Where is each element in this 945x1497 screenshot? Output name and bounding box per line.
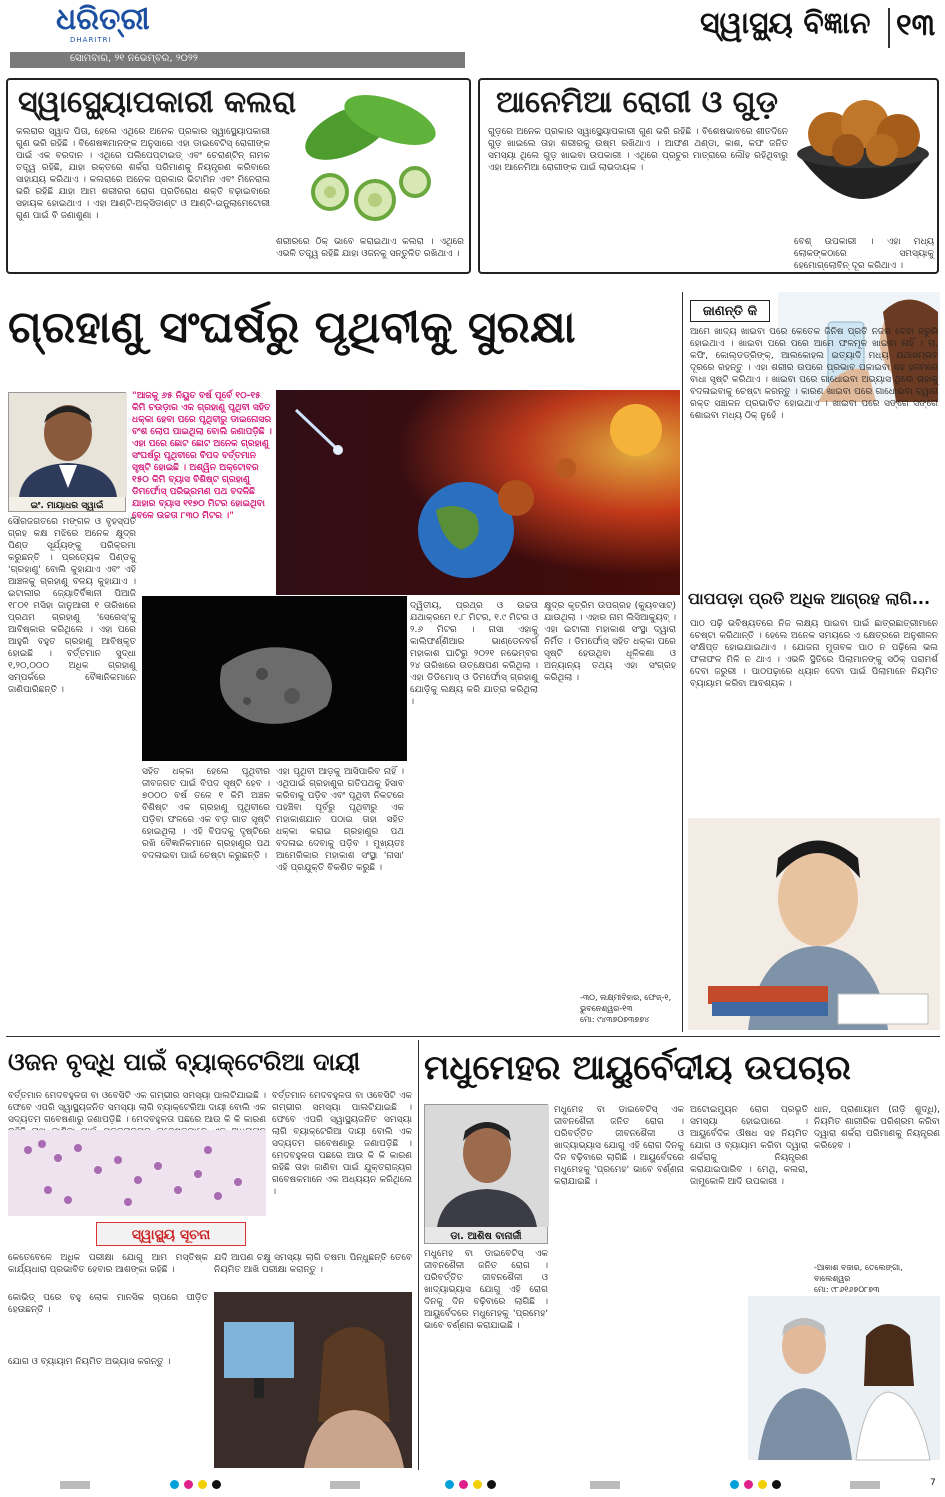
karela-body-right: ଶରୀରରେ ଠିକ୍ ଭାବେ କରାଇଥାଏ କଲରା । ଏଥିରେ ଏଭଳି ତତ୍ତ୍ୱ ରହିଛି ଯାହା ଓଜନକୁ ସନ୍ତୁଳିତ ରଖିଥାଏ । (276, 237, 464, 259)
ayurveda-col-2: ଅଟୋଇମ୍ୟୁନ ରୋଗ ପ୍ରଭୃତି ସମସ୍ୟା ହୋଇପାରେ । ଆୟୁର୍ବେଦିକ ଔଷଧ ସହ ନିୟମିତ ଯୋଗ ଓ ବ୍ୟାୟାମ କରିବା ଦ୍ୱାରା ଶର୍କରାକୁ ନିୟନ୍ତ୍ରଣ କରାଯାଇପାରିବ । ମେଥି, କଲରା, ଜାମୁକୋଳି ଆଦି ଉପକାରୀ । (690, 1105, 808, 1187)
anemia-body-right: ବେଶ୍ ଉପକାରୀ । ଏହା ମଧ୍ୟ ଲୋକଙ୍କଠାରେ ସମସ୍ୟାକୁ ହେମୋଗ୍ଲୋବିନ୍ ଦୂର କରିଥାଏ । (794, 237, 934, 271)
jananti-ki-body: ଆମେ ଖାଦ୍ୟ ଖାଇବା ପରେ କେତେକ ଜିନିଷ ପ୍ରତି ନଜର ଦେବା ଜରୁରି ହୋଇଥାଏ । ଖାଇବା ପରେ ପରେ ଆମେ ଫଳମୂଳ ଖାଇବା ନାହିଁ । ଚା, କଫି, କୋଲ୍ଡଡ୍ରିଙ୍କ୍, ଆଲକୋହଲ ଇତ୍ୟାଦି ମଧ୍ୟ ଯଥାସମ୍ଭବ ଦୂରରେ ରହନ୍ତୁ । ଏହା ଶରୀର ଉପରେ ପ୍ରଭାବ ପକାଇବା ସହ ହଜମରେ ବାଧା ସୃଷ୍ଟି କରିଥାଏ । ଖାଇବା ପରେ ଗାଧୋଇବା ଅଭ୍ୟାସ ଥିଲେ ତାହାକୁ ବଦଳାଇବାକୁ ଚେଷ୍ଟା କରନ୍ତୁ । କାରଣ ଖାଇବା ପରେ ଗାଧୋଇବା ଦ୍ୱାରା ରକ୍ତ ସଞ୍ଚାଳନ ପ୍ରଭାବିତ ହୋଇଥାଏ । ଖାଇବା ପରେ ସଙ୍ଗେ ସଙ୍ଗେ ଶୋଇବା ମଧ୍ୟ ଠିକ୍ ନୁହେଁ । (690, 327, 938, 421)
logo-text: ଧରିତ୍ରୀ (56, 2, 150, 37)
section-separator (6, 1036, 940, 1037)
bitter-gourd-image (270, 82, 460, 230)
asteroid-title: ଗ୍ରହାଣୁ ସଂଘର୍ଷରୁ ପୃଥିବୀକୁ ସୁରକ୍ଷା (8, 302, 576, 353)
asteroid-col-5: କ୍ଷୁଦ୍ର କୃତ୍ରିମ ଉପଗ୍ରହ (କ୍ୟୁବସାଟ୍) ଯାଉଥିଲା । ଏହାର ନାମ ଲିସିଆକ୍ୟୁବ୍ । ଏହା ଇଟାଲୀ ମହାକାଶ ସଂସ୍ଥା ଦ୍ୱାରା ନିର୍ମିତ । ଡିମର୍ଫୋସ୍ ସହିତ ଧକ୍କା ପରେ ସୃଷ୍ଟି ହେଉଥିବା ଧୂଳିକଣା ଓ ଅନ୍ୟାନ୍ୟ ତଥ୍ୟ ଏହା ସଂଗ୍ରହ କରିଥିଲା । (544, 601, 676, 683)
obesity-title: ଓଜନ ବୃଦ୍ଧି ପାଇଁ ବ୍ୟାକ୍ଟେରିଆ ଦାୟୀ (8, 1048, 361, 1076)
pull-quote: "ଆଜକୁ ୬୫ ନିୟୁତ ବର୍ଷ ପୂର୍ବେ ୧୦-୧୫ କିମି ଚଉଡ଼ାର ଏକ ଗ୍ରହାଣୁ ପୃଥିବୀ ସହିତ ଧକ୍କା ହେବା ପରେ ପୃଥିବୀରୁ ଡାଇନୋସର ବଂଶ ଲୋପ ପାଇଥିଲା ବୋଲି ଜଣାପଡ଼ିଛି । ଏହା ପରେ ଛୋଟ ଛୋଟ ଅନେକ ଗ୍ରହାଣୁ ସଂଘର୍ଷରୁ ପୃଥିବୀରେ ବିପଦ ବର୍ତ୍ତମାନ ସୃଷ୍ଟି ହୋଇଛି । ଅଶ୍ୱିନ ଅକ୍ଟୋବର ୧୫୦ କିମି ବ୍ୟାସ ବିଶିଷ୍ଟ ଗ୍ରହାଣୁ ଡିମର୍ଫୋସ୍ ପରିଭ୍ରମଣ ପଥ ବଦଳିଛି ଯାହାର ବ୍ୟାସ ୧୧୭୦ ମିଟର ହୋଇଥିବା ବେଳେ ଉଚ୍ଚତା ୮୩୦ ମିଟର ।" (132, 391, 272, 521)
woman-computer-image (214, 1292, 412, 1468)
page-number: ୧୩ (896, 8, 936, 43)
asteroid-col-3: ଏହା ପୃଥିବୀ ଆଡ଼କୁ ଆସିପାରିବ ନାହିଁ । ଏଥିପାଇଁ ଗ୍ରହାଣୁର ଗତିପଥକୁ ହିସାବ କରିବାକୁ ପଡ଼ିବ ଏବଂ ପୃଥିବୀ ନିକଟରେ ପହଞ୍ଚିବା ପୂର୍ବରୁ ପୃଥିବୀରୁ ଏକ ମହାକାଶଯାନ ପଠାଇ ତାହା ସହିତ ଧକ୍କା କରାଇ ଗ୍ରହାଣୁର ପଥ ବଦଳାଇ ଦେବାକୁ ପଡ଼ିବ । ମୁଖ୍ୟତଃ ଆମେରିକାର ମହାକାଶ ସଂସ୍ଥା 'ନାସା' ଏହି ପ୍ରଯୁକ୍ତି ବିକଶିତ କରୁଛି । (276, 767, 404, 873)
column-divider (682, 292, 683, 1032)
karela-body: କଲରାର ସ୍ୱାଦ ପିତା, ହେଲେ ଏଥିରେ ଅନେକ ପ୍ରକାର ସ୍ୱାସ୍ଥ୍ୟୋପକାରୀ ଗୁଣ ଭରି ରହିଛି । ବିଶେଷଜ୍ଞମାନଙ୍କ ଅନୁସାରେ ଏହା ଡାଇବେଟିସ୍ ରୋଗୀଙ୍କ ପାଇଁ ଏକ ବରଦାନ । ଏଥିରେ ପଲିପେପ୍ଟାଇଡ୍ ଏବଂ ଚେରାଣ୍ଟିନ୍ ନାମକ ତତ୍ତ୍ୱ ରହିଛି, ଯାହା ରକ୍ତରେ ଶର୍କରା ପରିମାଣକୁ ନିୟନ୍ତ୍ରଣ କରିବାରେ ସାହାଯ୍ୟ କରିଥାଏ । କଲରାରେ ଅନେକ ପ୍ରକାର ଭିଟାମିନ ଏବଂ ମିନେରାଲ ଭରି ରହିଛି ଯାହା ଆମ ଶରୀରର ରୋଗ ପ୍ରତିରୋଧ ଶକ୍ତି ବଢ଼ାଇବାରେ ସହାୟକ ହୋଇଥାଏ । ଏହା ଆଣ୍ଟି-ଅକ୍ସିଡାଣ୍ଟ ଓ ଆଣ୍ଟି-ଇନ୍ଫ୍ଲାମେଟୋରୀ ଗୁଣ ପାଇଁ ବି ଜଣାଶୁଣା । (16, 127, 270, 221)
doctor-patient-image (748, 1296, 940, 1460)
jaggery-bowl-image (790, 84, 936, 234)
date-line: ସୋମବାର, ୨୧ ନଭେମ୍ବର, ୨୦୨୨ (70, 53, 198, 64)
anemia-body: ଗୁଡ଼ରେ ଅନେକ ପ୍ରକାର ସ୍ୱାସ୍ଥ୍ୟୋପକାରୀ ଗୁଣ ଭରି ରହିଛି । ବିଶେଷଭାବରେ ଶୀତଦିନେ ଗୁଡ଼ ଖାଇଲେ ତାହା ଶରୀରକୁ ଉଷ୍ମ ରଖିଥାଏ । ଆଫଣ ଥଣ୍ଡା, କାଶ, କଫ ଜନିତ ସମସ୍ୟା ଥିଲେ ଗୁଡ଼ ଖାଇବା ଉପକାରୀ । ଏଥିରେ ପ୍ରଚୁର ମାତ୍ରାରେ ଲୌହ ରହିଥିବାରୁ ଏହା ଆନେମିଆ ରୋଗୀଙ୍କ ପାଇଁ ଲାଭଦାୟକ । (488, 127, 788, 173)
obesity-body-2: ବର୍ତ୍ତମାନ ମେଦବହୁଳତା ବା ଓବେସିଟି ଏକ ଗମ୍ଭୀର ସମସ୍ୟା ପାଲଟିଯାଇଛି । ଫେବେ ଏପରି ସ୍ୱାସ୍ଥ୍ୟଜନିତ ସମସ୍ୟା ଲାଗି ବ୍ୟାକ୍ଟେରିଆ ଦାୟୀ ବୋଲି ଏକ ସଦ୍ୟତମ ଗବେଷଣାରୁ ଜଣାପଡ଼ିଛି । ମେଦବହୁଳତା ପଛରେ ଆଉ କି କି କାରଣ ରହିଛି ତାହା ଜାଣିବା ପାଇଁ ଯୁକ୍ତରାଜ୍ୟର ଗବେଷକମାନେ ଏକ ଅଧ୍ୟୟନ କରିଥିଲେ । (272, 1091, 412, 1197)
logo-subtitle: DHARITRI (70, 36, 112, 44)
anemia-box (478, 78, 939, 274)
doctor-name: ଡା. ଆଶିଷ ବାନାର୍ଜୀ (450, 1231, 522, 1242)
author-name: ଇଂ. ମାୟାଧର ସ୍ୱାଇଁ (30, 501, 104, 511)
obesity-body-1: ବର୍ତ୍ତମାନ ମେଦବହୁଳତା ବା ଓବେସିଟି ଏକ ଗମ୍ଭୀର ସମସ୍ୟା ପାଲଟିଯାଇଛି । ଫେବେ ଏପରି ସ୍ୱାସ୍ଥ୍ୟଜନିତ ସମସ୍ୟା ଲାଗି ବ୍ୟାକ୍ଟେରିଆ ଦାୟୀ ବୋଲି ଏକ ସଦ୍ୟତମ ଗବେଷଣାରୁ ଜଣାପଡ଼ିଛି । ମେଦବହୁଳତା ପଛରେ ଆଉ କି କି କାରଣ (8, 1091, 266, 1125)
stressed-student-image (688, 818, 940, 1030)
asteroid-signature: -୩୦, ଲକ୍ଷ୍ମୀବିହାର, ଫେଜ୍-୧, ଭୁବନେଶ୍ୱର-୧୩ ମୋ: ୯୪୩୭୦୭୩୭୭୪ (580, 993, 672, 1024)
asteroid-col-1: ସୌରଜଗତରେ ମଙ୍ଗଳ ଓ ବୃହସ୍ପତି ଗ୍ରହ କକ୍ଷ ମଝିରେ ଅନେକ କ୍ଷୁଦ୍ର ପିଣ୍ଡ ସୂର୍ଯ୍ୟଙ୍କୁ ପରିକ୍ରମା କରୁଛନ୍ତି । ପ୍ରତ୍ୟେକ ପିଣ୍ଡକୁ 'ଗ୍ରହାଣୁ' ବୋଲି କୁହାଯାଏ ଏବଂ ଏହି ଆଞ୍ଚଳକୁ ଗ୍ରହାଣୁ ବଳୟ କୁହାଯାଏ । ଇଟାଲୀର ଜ୍ୟୋତିର୍ବିଜ୍ଞାନୀ ପିଆଜି ୧୮୦୧ ମସିହା ଜାନୁଆରୀ ୧ ତାରିଖରେ ପ୍ରଥମ ଗ୍ରହାଣୁ 'ସେରେସ୍'କୁ ଆବିଷ୍କାର କରିଥିଲେ । ଏହା ପରେ ଆହୁରି ବହୁତ ଗ୍ରହାଣୁ ଆବିଷ୍କୃତ ହୋଇଛି । ବର୍ତ୍ତମାନ ସୁଦ୍ଧା ୧,୨୦,୦୦୦ ଅଧିକ ଗ୍ରହାଣୁ ସମ୍ପର୍କରେ ବୈଜ୍ଞାନିକମାନେ ଜାଣିପାରିଛନ୍ତି । (8, 517, 136, 695)
logo (56, 4, 166, 46)
asteroid-rock-image (142, 596, 407, 761)
karela-title: ସ୍ୱାସ୍ଥ୍ୟୋପକାରୀ କଲରା (18, 85, 297, 120)
swasthya-suchana-label: ସ୍ୱାସ୍ଥ୍ୟ ସୂଚନା (96, 1222, 246, 1246)
ayurveda-col-1b: ମଧୁମେହ ବା ଡାଇବେଟିସ୍ ଏକ ଜୀବନଶୈଳୀ ଜନିତ ରୋଗ । ପରିବର୍ତ୍ତିତ ଜୀବନଶୈଳୀ ଓ ଖାଦ୍ୟାଭ୍ୟାସ ଯୋଗୁ ଏହି ରୋଗ ଦିନକୁ ଦିନ ବଢ଼ିବାରେ ଲାଗିଛି । ଆୟୁର୍ବେଦରେ ମଧୁମେହକୁ 'ପ୍ରମେହ' ଭାବେ ବର୍ଣ୍ଣନା କରାଯାଇଛି । (554, 1105, 684, 1187)
paapadi-title: ପାପପଡ଼ା ପ୍ରତି ଅଧିକ ଆଗ୍ରହ ଲାଗି... (688, 589, 931, 608)
suchana-item-2: ଯଦି ଆପଣ ଚକ୍ଷୁ ସମସ୍ୟା ଲାଗି ଚଷମା ପିନ୍ଧୁଛନ୍ତି ତେବେ ନିୟମିତ ଆଖି ପରୀକ୍ଷା କରାନ୍ତୁ । (214, 1253, 412, 1275)
jananti-ki-label: ଜାଣନ୍ତି କି (690, 300, 770, 322)
anemia-title: ଆନେମିଆ ରୋଗୀ ଓ ଗୁଡ଼ (496, 85, 778, 120)
masthead (0, 0, 945, 64)
suchana-item-4: ଯୋଗ ଓ ବ୍ୟାୟାମ ନିୟମିତ ଅଭ୍ୟାସ କରନ୍ତୁ । (8, 1357, 171, 1367)
ayurveda-col-3: ଧାନ, ପ୍ରାଣାୟାମ (ନାଡ଼ି ଶୁଦ୍ଧି), ନିୟମିତ ଶାରୀରିକ ପରିଶ୍ରମ କରିବା ଦ୍ୱାରା ଶର୍କରା ପରିମାଣକୁ ନିୟନ୍ତ୍ରଣ କରିହେବ । (814, 1105, 940, 1151)
page-mark: 7 (930, 1478, 936, 1488)
asteroid-col-2: ସହିତ ଧକ୍କା ହେଲେ ପୃଥିବୀର ଜୀବଜଗତ ପାଇଁ ବିପଦ ସୃଷ୍ଟି ହେବ । ୭୦୦୦ ବର୍ଷ ତଳେ ୧ କିମି ଅଞ୍ଚଳ ବିଶିଷ୍ଟ ଏକ ଗ୍ରହାଣୁ ପୃଥିବୀରେ ପଡ଼ିବା ଫଳରେ ଏକ ବଡ଼ ଗାତ ସୃଷ୍ଟି ହୋଇଥିଲା । ଏହି ବିପଦକୁ ଦୃଷ୍ଟିରେ ରଖି ବୈଜ୍ଞାନିକମାନେ ଗ୍ରହାଣୁର ପଥ ବଦଳାଇବା ପାଇଁ ଚେଷ୍ଟା କରୁଛନ୍ତି । (142, 767, 270, 861)
asteroid-col-4: ଦ୍ୱିତୀୟ, ପ୍ରଥ୍ର ଓ ଉଚ୍ଚତା ଯଥାକ୍ରମେ ୧.୮ ମିଟର, ୧.୯ ମିଟର ଓ ୨.୬ ମିଟର । ନାସା ଏହାକୁ କାଲିଫର୍ଣ୍ଣିଆର ଭାଣ୍ଡେନବର୍ଗ ମହାକାଶ ଘାଟିରୁ ୨୦୨୧ ନଭେମ୍ବର ୨୪ ତାରିଖରେ ଉତ୍କ୍ଷେପଣ କରିଥିଲା । ଏହା ଡିଡିମୋସ୍ ଓ ଡିମର୍ଫୋସ୍ ଗ୍ରହାଣୁ ଯୋଡ଼ିକୁ ଲକ୍ଷ୍ୟ କରି ଯାତ୍ରା କରିଥିଲା । (410, 601, 538, 707)
doctor-photo (424, 1104, 548, 1244)
ayurveda-col-1: ମଧୁମେହ ବା ଡାଇବେଟିସ୍ ଏକ ଜୀବନଶୈଳୀ ଜନିତ ରୋଗ । ପରିବର୍ତ୍ତିତ ଜୀବନଶୈଳୀ ଓ ଖାଦ୍ୟାଭ୍ୟାସ ଯୋଗୁ ଏହି ରୋଗ ଦିନକୁ ଦିନ ବଢ଼ିବାରେ ଲାଗିଛି । ଆୟୁର୍ବେଦରେ ମଧୁମେହକୁ 'ପ୍ରମେହ' ଭାବେ ବର୍ଣ୍ଣନା କରାଯାଇଛି । (424, 1249, 548, 1331)
suchana-item-1: କେତେବେଳେ ଅଧିକ ପରୀକ୍ଷା ଯୋଗୁ ଆମ ମସ୍ତିଷ୍କ କାର୍ଯ୍ୟଧାରା ପ୍ରଭାବିତ ହେବାର ଆଶଙ୍କା ରହିଛି । (8, 1253, 208, 1275)
section-title: ସ୍ୱାସ୍ଥ୍ୟ ବିଜ୍ଞାନ (700, 6, 871, 41)
ayurveda-signature: -ଆକାଶ ବଜାର, ତେଲେଙ୍ଗା, ବାଲେଶ୍ୱର ମୋ: ୯୮୬୧୬୭୦୮୭୩ (814, 1263, 903, 1294)
bacteria-image (8, 1130, 266, 1216)
karela-box (6, 78, 471, 274)
author-photo (8, 392, 126, 512)
suchana-item-3: କୋଭିଡ୍ ପରେ ବହୁ ଲୋକ ମାନସିକ ଚାପରେ ପୀଡ଼ିତ ହେଉଛନ୍ତି । (8, 1293, 208, 1315)
asteroid-earth-image (276, 390, 680, 595)
column-divider-2 (418, 1040, 419, 1470)
section-divider (888, 8, 890, 48)
registration-marks (0, 1476, 945, 1497)
paapadi-body: ପାଠ ପଢ଼ି ଭବିଷ୍ୟତରେ ନିଜ ଲକ୍ଷ୍ୟ ପାଇବା ପାଇଁ ଛାତ୍ରଛାତ୍ରୀମାନେ ଚେଷ୍ଟା କରିଥାନ୍ତି । ହେଲେ ଅନେକ ସମୟରେ ଏ କ୍ଷେତ୍ରରେ ଅନୁଶୀଳନ ସଂକ୍ଷିପ୍ତ ହୋଇଯାଇଥାଏ । ଯୋଜନା ମୁତାବକ ପାଠ ନ ପଢ଼ିଲେ ଭଲ ଫଳାଫଳ ମିଳି ନ ଥାଏ । ଏଭଳି ସ୍ଥିତିରେ ପିଲାମାନଙ୍କୁ ସଠିକ୍ ପରାମର୍ଶ ଦେବା ଜରୁରୀ । ପାଠପଢ଼ାରେ ଧ୍ୟାନ ଦେବା ପାଇଁ ପିଲାମାନେ ନିୟମିତ ବ୍ୟାୟାମ କରିବା ଆବଶ୍ୟକ । (690, 619, 938, 689)
ayurveda-title: ମଧୁମେହର ଆୟୁର୍ବେଦୀୟ ଉପଚାର (424, 1048, 851, 1088)
